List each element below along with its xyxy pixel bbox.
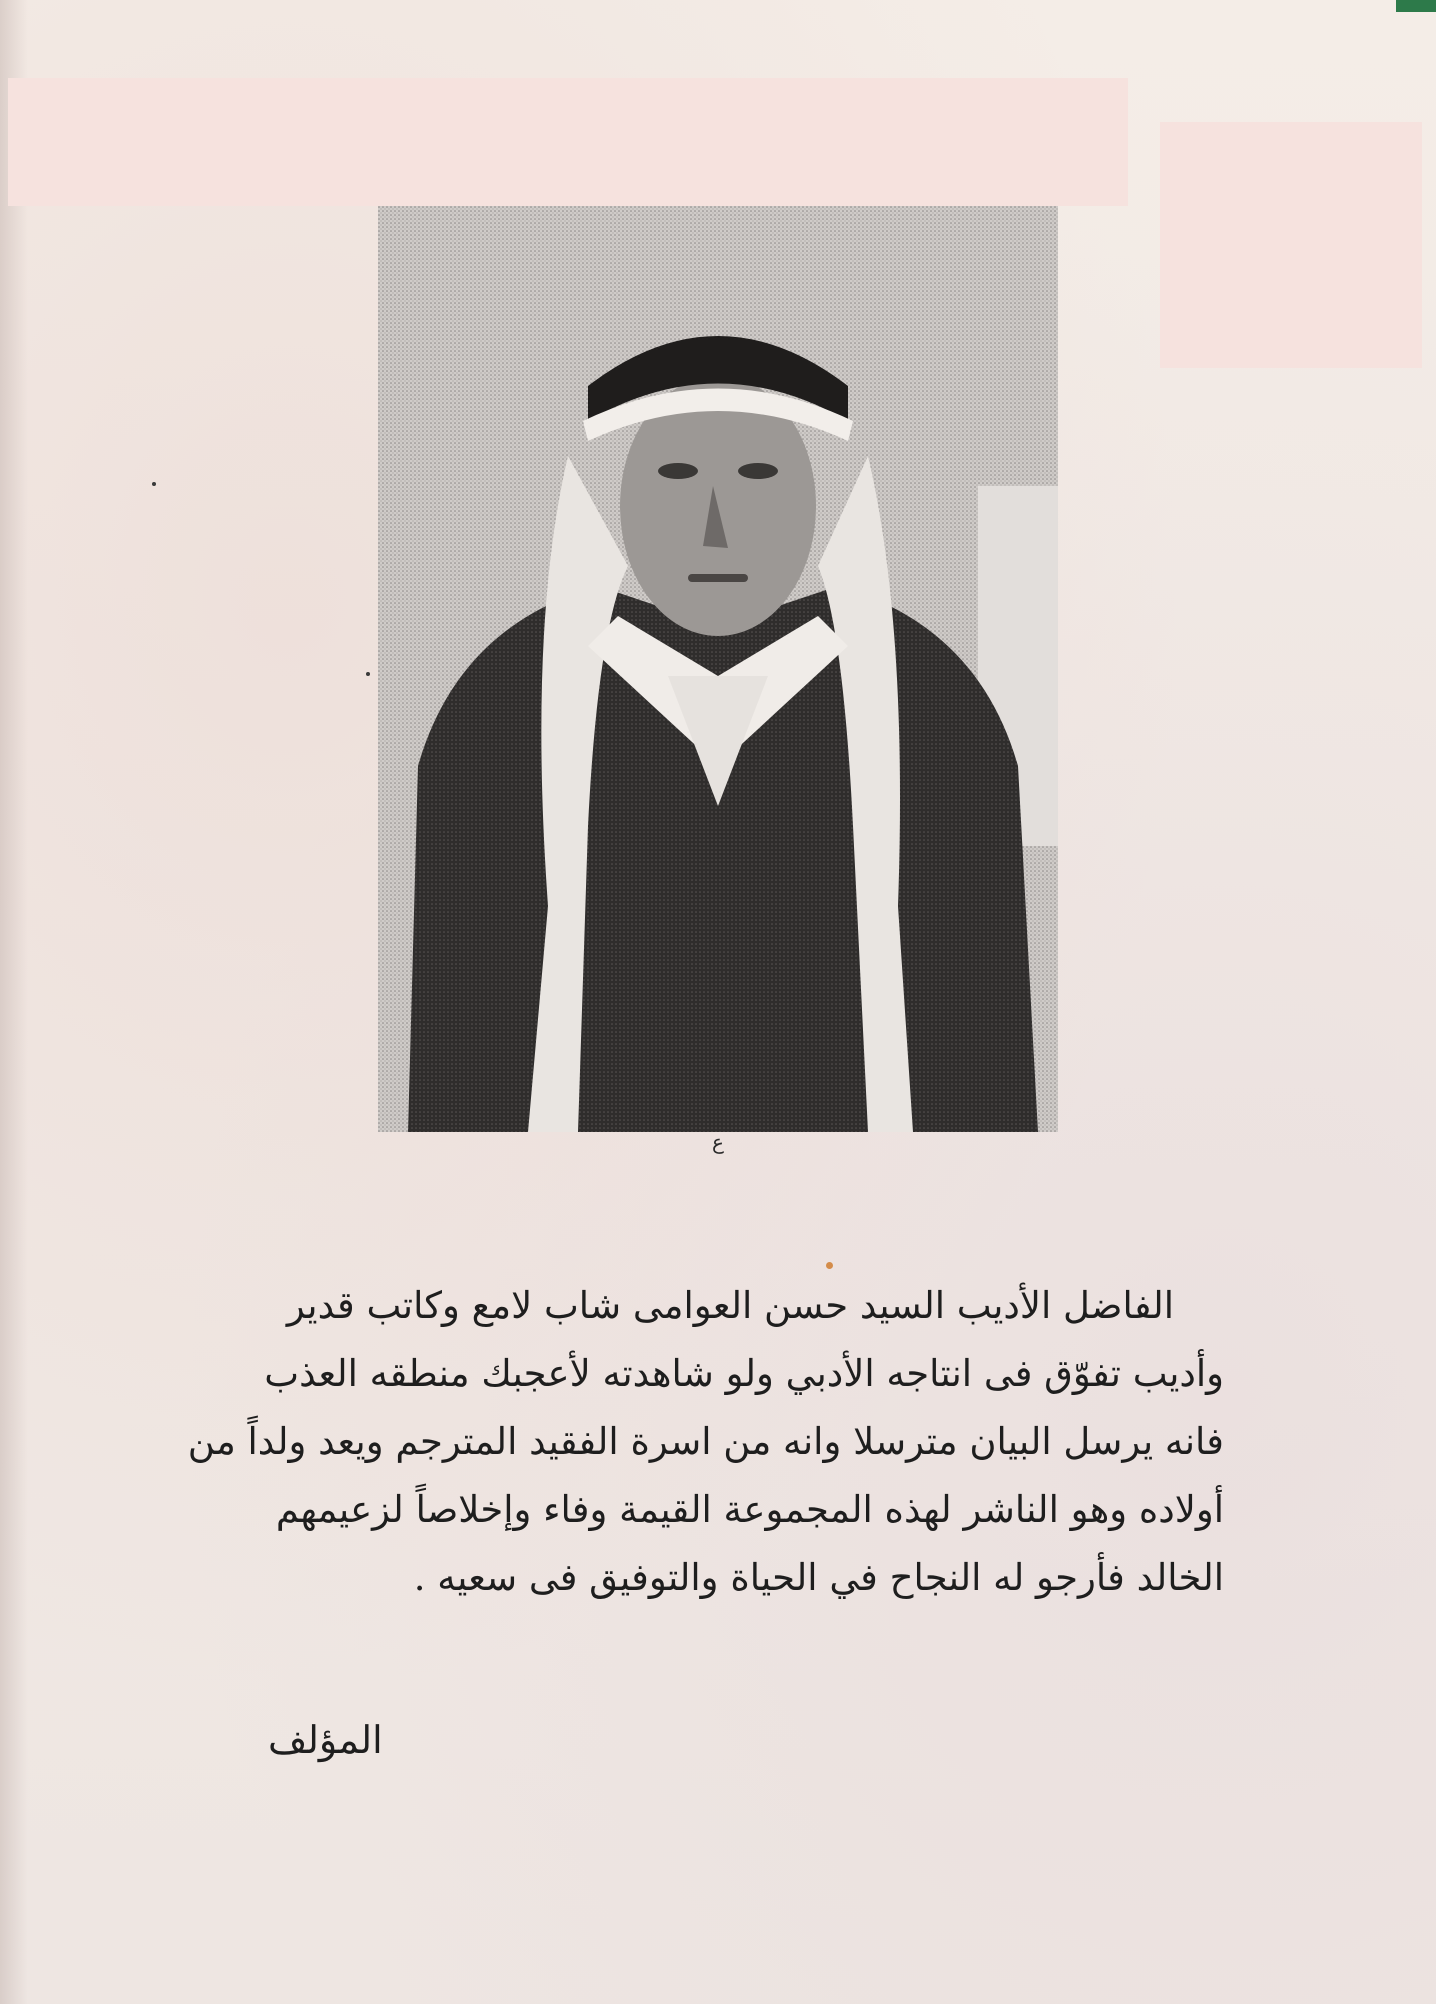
pink-band-top: [8, 78, 1128, 206]
portrait-photo: [378, 206, 1058, 1132]
dedication-paragraph: [150, 1272, 1224, 1612]
corner-tab: [1396, 0, 1436, 12]
paper-edge-shadow: [0, 0, 28, 2004]
portrait-illustration: [378, 206, 1058, 1132]
pink-band-right: [1160, 122, 1422, 368]
paragraph-line: أولاده وهو الناشر لهذه المجموعة القيمة وفاء وإخلاصاً لزعيمهم: [275, 1488, 1224, 1531]
dust-speck: [366, 672, 370, 676]
photo-caption-mark: ع: [712, 1130, 724, 1154]
ink-spot: [826, 1262, 833, 1269]
paragraph-line: الفاضل الأديب السيد حسن العوامى شاب لامع وكاتب قدير: [286, 1284, 1174, 1327]
paragraph-line: فانه يرسل البيان مترسلا وانه من اسرة الفقيد المترجم ويعد ولداً من: [187, 1420, 1224, 1463]
author-signature: المؤلف: [268, 1718, 383, 1762]
paragraph-line: وأديب تفوّق فى انتاجه الأدبي ولو شاهدته لأعجبك منطقه العذب: [264, 1352, 1224, 1395]
paragraph-line: الخالد فأرجو له النجاح في الحياة والتوفيق فى سعيه .: [413, 1556, 1224, 1599]
dust-speck: [152, 482, 156, 486]
